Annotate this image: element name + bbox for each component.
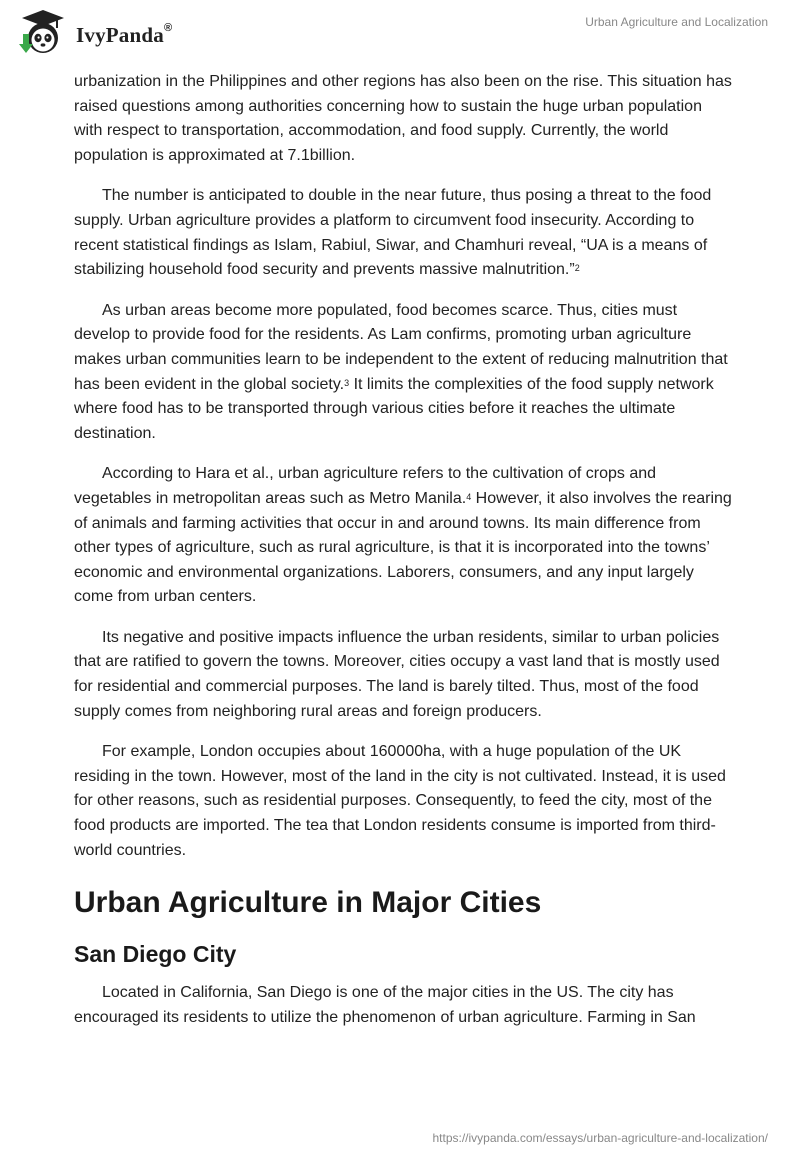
panda-logo-icon — [14, 8, 72, 58]
section-heading: Urban Agriculture in Major Cities — [74, 886, 542, 920]
source-url[interactable]: https://ivypanda.com/essays/urban-agriculture-and-localization/ — [432, 1131, 768, 1145]
paragraph-3-text-a: As urban areas become more populated, food becomes scarce. Thus, cities must develop to provide food for the residents. As Lam confirms, promoting urban agriculture makes urban communities learn to be independent to the extent of reducing malnutrition that has been evident in the global society. — [74, 301, 728, 393]
footnote-ref-2[interactable]: 2 — [574, 263, 580, 274]
paragraph-4 — [74, 462, 734, 610]
brand-name: IvyPanda® — [76, 21, 173, 47]
paragraph-6: For example, London occupies about 160000ha, with a huge population of the UK residing in the town. However, most of the land in the city is not cultivated. Instead, it is used for other reasons, such as residential purposes. Consequently, to feed the city, most of the food products are imported. The tea that London residents consume is imported from third-world countries. — [74, 743, 726, 859]
paragraph-7: Located in California, San Diego is one of the major cities in the US. The city has encouraged its residents to utilize the phenomenon of urban agriculture. Farming in San — [74, 984, 696, 1026]
paragraph-3-text-b: It limits the complexities of the food supply network where food has to be transported through various cities before it reaches the ultimate destination. — [74, 375, 714, 442]
logo[interactable] — [14, 8, 172, 58]
paragraph-5: Its negative and positive impacts influence the urban residents, similar to urban policies that are ratified to govern the towns. Moreover, cities occupy a vast land that is mostly used for residential and commercial purposes. The land is barely tilted. Thus, most of the food supply comes from neighboring rural areas and foreign producers. — [74, 628, 720, 720]
paragraph-4-text-b: However, it also involves the rearing of animals and farming activities that occur in and around towns. Its main difference from other types of agriculture, such as rural agriculture, is that it is incorporated into the towns’ economic and environmental organizations. Laborers, consumers, and any input largely come from urban centers. — [74, 489, 732, 606]
footnote-ref-3[interactable]: 3 — [344, 377, 350, 388]
document-title: Urban Agriculture and Localization — [585, 15, 768, 29]
paragraph-1: urbanization in the Philippines and other regions has also been on the rise. This situation has raised questions among authorities concerning how to sustain the huge urban population with respect to transportation, accommodation, and food supply. Currently, the world population is approximated at 7.1billion. — [74, 73, 732, 164]
essay-body — [74, 70, 734, 1046]
paragraph-4-text-a: According to Hara et al., urban agriculture refers to the cultivation of crops and vegetables in metropolitan areas such as Metro Manila. — [74, 465, 657, 507]
paragraph-2 — [74, 184, 734, 282]
footnote-ref-4[interactable]: 4 — [466, 491, 472, 502]
registered-mark: ® — [163, 21, 173, 34]
paragraph-3 — [74, 299, 734, 447]
subsection-heading: San Diego City — [74, 941, 237, 968]
page-header — [0, 0, 800, 70]
paragraph-2-text: The number is anticipated to double in the near future, thus posing a threat to the food supply. Urban agriculture provides a platform to circumvent food insecurity. According to recent statistical findings as Islam, Rabiul, Siwar, and Chamhuri reveal, “UA is a means of stabilizing household food security and prevents massive malnutrition.” — [74, 187, 712, 279]
